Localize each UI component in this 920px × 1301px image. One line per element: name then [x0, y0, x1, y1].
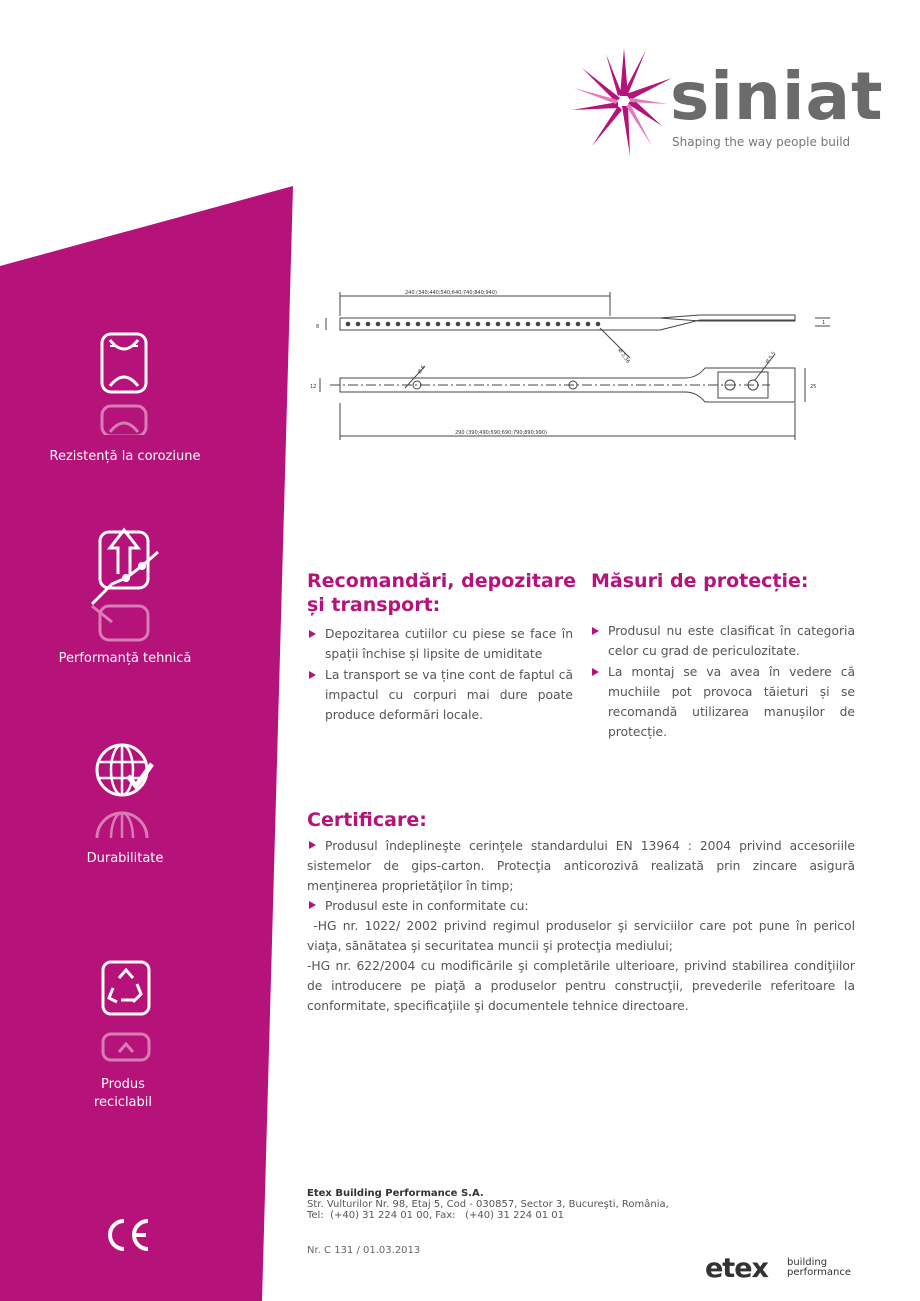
cert-paragraph-3: -HG nr. 1022/ 2002 privind regimul produselor şi serviciilor care pot pune în pericol viaţa, sănătatea şi securitatea muncii şi protecţia mediului;	[307, 919, 859, 953]
bullet-icon	[309, 901, 316, 909]
footer-company: Etex Building Performance S.A.	[307, 1188, 484, 1199]
protection-title: Măsuri de protecție:	[591, 570, 809, 592]
feature-label-corrosion: Rezistență la coroziune	[49, 449, 201, 464]
dim-slot: Ø 5,5	[764, 350, 778, 366]
recycle-icon	[100, 958, 152, 1062]
dim-height-left: 12	[310, 384, 317, 390]
list-item: Produsul nu este clasificat în categoria celor cu grad de periculozitate.	[590, 621, 855, 661]
dim-hole: Ø 2,36	[616, 347, 631, 365]
recommend-list	[307, 624, 573, 726]
cert-paragraph-4: -HG nr. 622/2004 cu modificările şi completările ulterioare, privind stabilirea condiţiilor de introducere pe piaţă a produselor pentru construcţii, prevederile referitoare la conformitate, specificaţiile şi documentele tehnice directoare.	[307, 959, 855, 1013]
ce-mark-icon	[102, 1218, 152, 1252]
etex-sub-performance: performance	[787, 1267, 852, 1278]
etex-subtitle	[787, 1258, 867, 1278]
list-item: La montaj se va avea în vedere că muchiile pot provoca tăieturi și se recomandă utilizarea manușilor de protecție.	[590, 662, 855, 742]
recommend-title-line2: și transport:	[307, 594, 441, 616]
corrosion-icon	[96, 330, 154, 435]
document-number: Nr. C 131 / 01.03.2013	[307, 1245, 421, 1256]
cert-paragraph-1: Produsul îndeplineşte cerinţele standardului EN 13964 : 2004 privind accesoriile sistemelor de gips-carton. Protecţia anticorozivă realizată prin zincare asigură menţinerea proprietăţilor în timp;	[307, 839, 855, 893]
siniat-logo-star-icon	[572, 48, 672, 156]
feature-label-recycle: Produs reciclabil	[93, 1077, 153, 1110]
footer-contact: Tel: (+40) 31 224 01 00, Fax: (+40) 31 224 01 01	[307, 1210, 564, 1221]
cert-paragraph-2: Produsul este in conformitate cu:	[325, 899, 529, 913]
list-item: La transport se va ține cont de faptul că impactul cu corpuri mai dure poate produce deformări locale.	[307, 665, 573, 725]
certification-title: Certificare:	[307, 809, 427, 831]
technical-drawing	[300, 288, 840, 448]
dim-hole-small: Ø 6	[416, 364, 427, 376]
feature-label-durability: Durabilitate	[86, 851, 164, 866]
footer-address	[307, 1188, 669, 1221]
recommend-title	[307, 569, 577, 617]
etex-wordmark: etex	[705, 1253, 768, 1284]
performance-icon	[90, 522, 160, 642]
durability-globe-icon	[94, 742, 154, 842]
dim-height-small: 8	[316, 324, 320, 330]
feature-label-performance: Performanță tehnică	[58, 651, 192, 666]
dim-thickness: 1	[822, 320, 826, 326]
footer-street: Str. Vulturilor Nr. 98, Etaj 5, Cod - 030857, Sector 3, Bucureşti, România,	[307, 1199, 669, 1210]
etex-logo	[705, 1253, 852, 1284]
siniat-tagline: Shaping the way people build	[672, 135, 851, 149]
etex-sub-building: building	[787, 1257, 828, 1268]
siniat-wordmark: siniat	[670, 58, 884, 135]
bullet-icon	[309, 841, 316, 849]
certification-text	[307, 836, 859, 1016]
dim-bottom-length: 290 (390;490;590;690;790;890;990)	[455, 430, 547, 436]
dim-top-length: 240 (340;440;540;640;740;840;940)	[405, 290, 497, 296]
recommend-title-line1: Recomandări, depozitare	[307, 570, 576, 592]
protection-list	[590, 621, 855, 743]
list-item: Depozitarea cutiilor cu piese se face în spații închise și lipsite de umiditate	[307, 624, 573, 664]
dim-height-right: 25	[810, 384, 817, 390]
